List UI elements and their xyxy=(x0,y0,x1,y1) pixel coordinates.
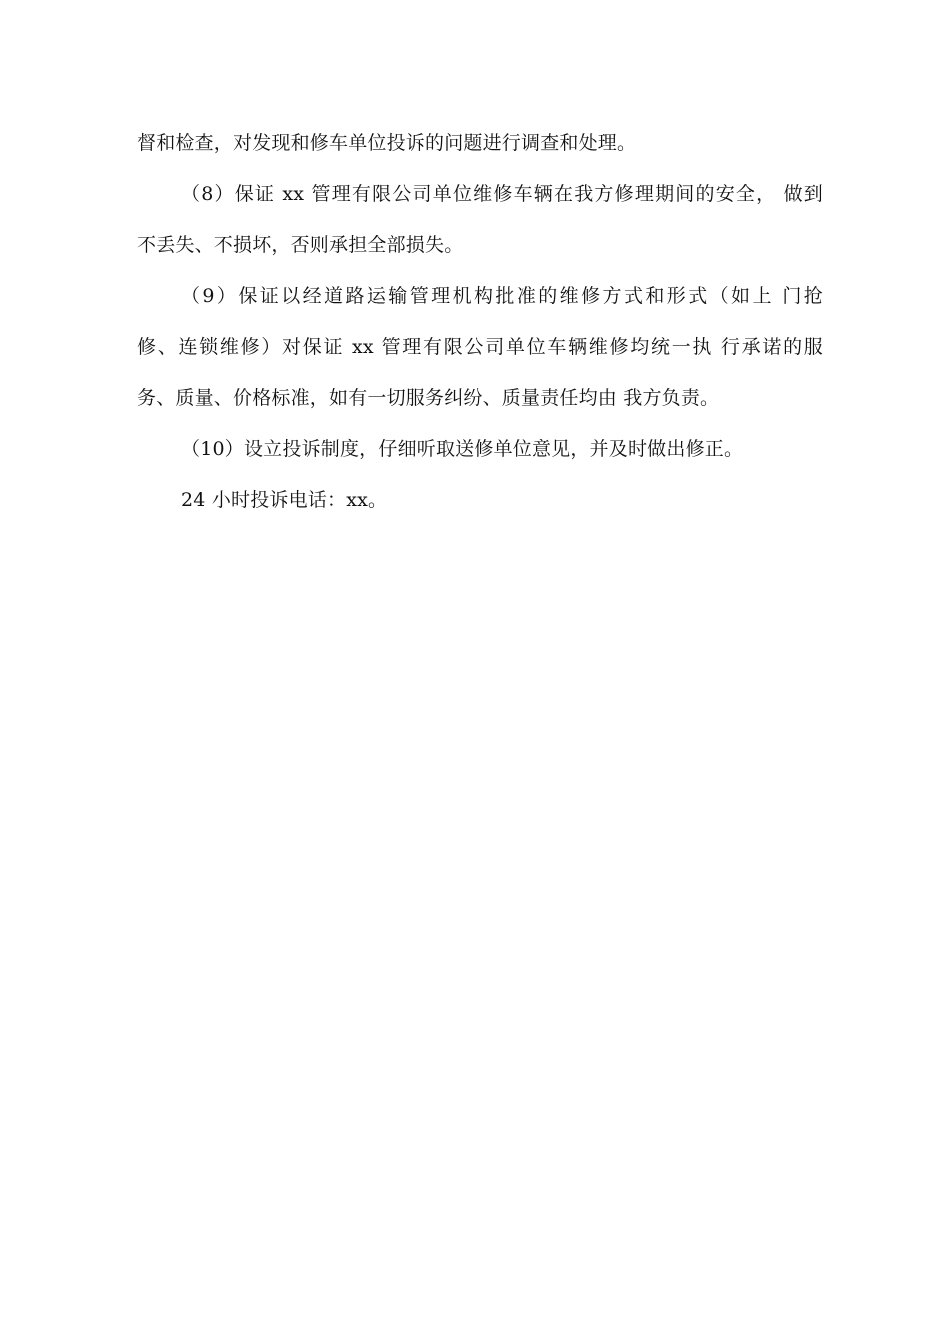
text-line: 务、质量、价格标准，如有一切服务纠纷、质量责任均由 我方负责。 xyxy=(137,387,720,409)
paragraph-hotline xyxy=(137,475,823,526)
text-line: （9）保证以经道路运输管理机构批准的维修方式和形式（如上 门抢 xyxy=(181,285,823,307)
document-body xyxy=(137,118,823,526)
paragraph-continuation xyxy=(137,118,823,169)
paragraph-item-9 xyxy=(137,271,823,424)
text-line: 督和检查，对发现和修车单位投诉的问题进行调查和处理。 xyxy=(137,132,637,154)
paragraph-item-8 xyxy=(137,169,823,271)
paragraph-item-10 xyxy=(137,424,823,475)
text-line: 不丢失、不损坏，否则承担全部损失。 xyxy=(137,234,464,256)
text-line: （10）设立投诉制度，仔细听取送修单位意见，并及时做出修正。 xyxy=(181,438,744,460)
complaint-hotline-text: 24 小时投诉电话：xx。 xyxy=(181,489,388,511)
text-line: 修、连锁维修）对保证 xx 管理有限公司单位车辆维修均统一执 行承诺的服 xyxy=(137,336,823,358)
text-line: （8）保证 xx 管理有限公司单位维修车辆在我方修理期间的安全， 做到 xyxy=(181,183,823,205)
